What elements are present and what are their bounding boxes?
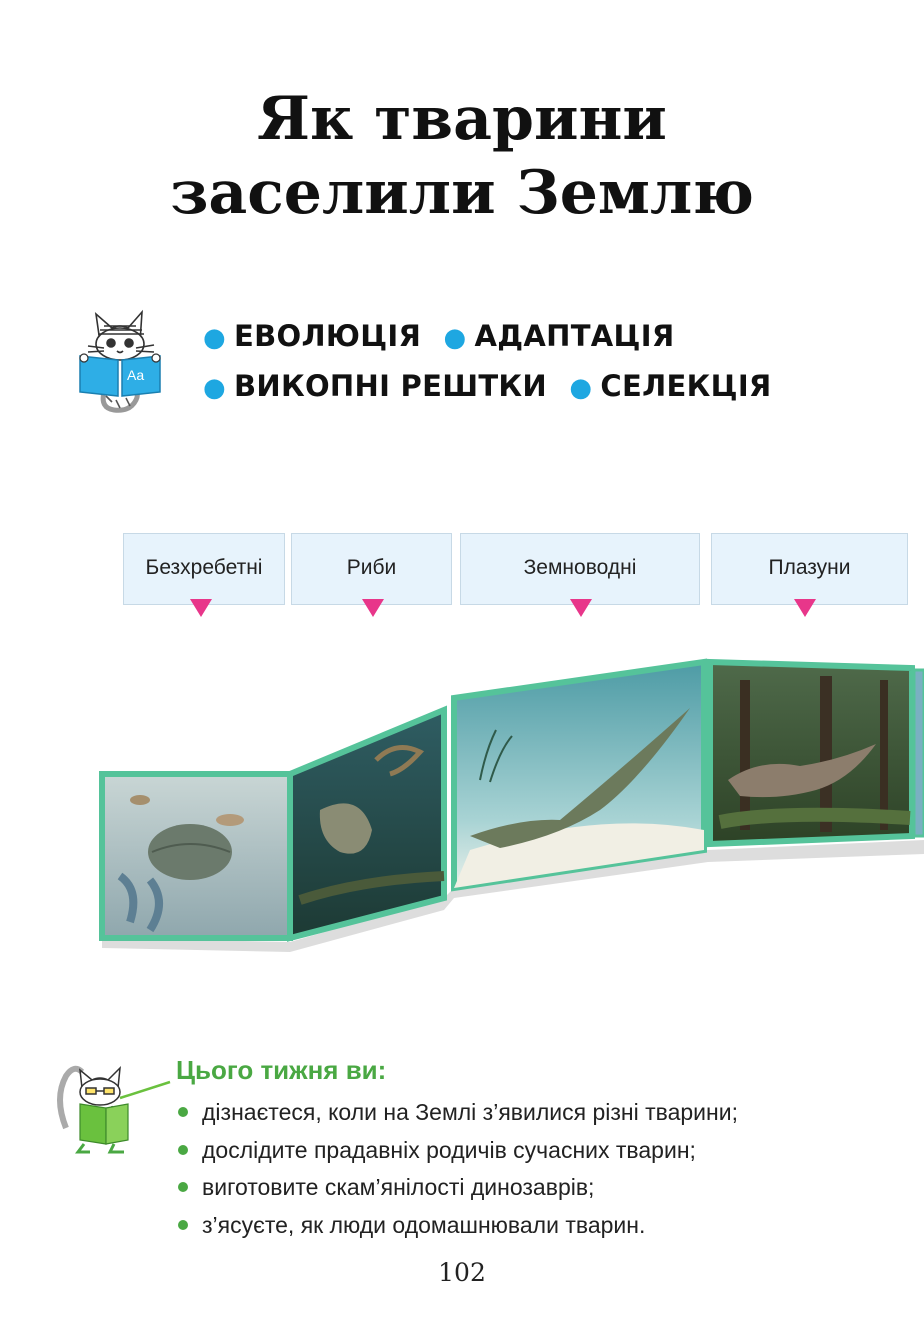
evolution-timeline-images bbox=[0, 640, 924, 970]
bullet-icon: ● bbox=[203, 323, 226, 353]
amphibians-image bbox=[454, 662, 704, 888]
list-item: з’ясуєте, як люди одомашнювали тварин. bbox=[176, 1207, 738, 1245]
keyword: АДАПТАЦІЯ bbox=[474, 319, 675, 353]
bullet-icon: ● bbox=[443, 323, 467, 353]
fish-image bbox=[290, 710, 444, 938]
list-item: дізнаєтеся, коли на Землі з’явилися різні тварини; bbox=[176, 1094, 738, 1132]
title-line-1: Як тварини bbox=[257, 84, 667, 154]
week-goals-list bbox=[176, 1094, 738, 1244]
arrow-down-icon bbox=[190, 599, 212, 617]
keywords-line-1 bbox=[203, 312, 772, 362]
bullet-icon: ● bbox=[203, 373, 226, 403]
title-line-2: заселили Землю bbox=[170, 158, 754, 228]
page-number: 102 bbox=[438, 1258, 486, 1287]
keywords-list bbox=[203, 312, 772, 412]
week-heading: Цього тижня ви: bbox=[176, 1055, 387, 1085]
timeline-label-fish: Риби bbox=[291, 533, 452, 605]
timeline-label-amphibians: Земноводні bbox=[460, 533, 700, 605]
arrow-down-icon bbox=[794, 599, 816, 617]
invertebrates-image bbox=[102, 774, 290, 938]
bullet-icon: ● bbox=[569, 373, 593, 403]
timeline-label-invertebrates: Безхребетні bbox=[123, 533, 285, 605]
keyword: ЕВОЛЮЦІЯ bbox=[234, 319, 422, 353]
list-item: виготовите скам’янілості динозаврів; bbox=[176, 1169, 738, 1207]
keyword: СЕЛЕКЦІЯ bbox=[600, 369, 772, 403]
page-title bbox=[0, 82, 924, 230]
reading-cat-icon bbox=[70, 300, 170, 415]
reptiles-image bbox=[710, 662, 912, 844]
arrow-down-icon bbox=[362, 599, 384, 617]
book-text: Aa bbox=[127, 367, 145, 383]
timeline-label-reptiles: Плазуни bbox=[711, 533, 908, 605]
keywords-line-2 bbox=[203, 362, 772, 412]
keyword: ВИКОПНІ РЕШТКИ bbox=[234, 369, 548, 403]
arrow-down-icon bbox=[570, 599, 592, 617]
teacher-cat-icon bbox=[48, 1058, 173, 1158]
list-item: дослідите прадавніх родичів сучасних тварин; bbox=[176, 1132, 738, 1170]
